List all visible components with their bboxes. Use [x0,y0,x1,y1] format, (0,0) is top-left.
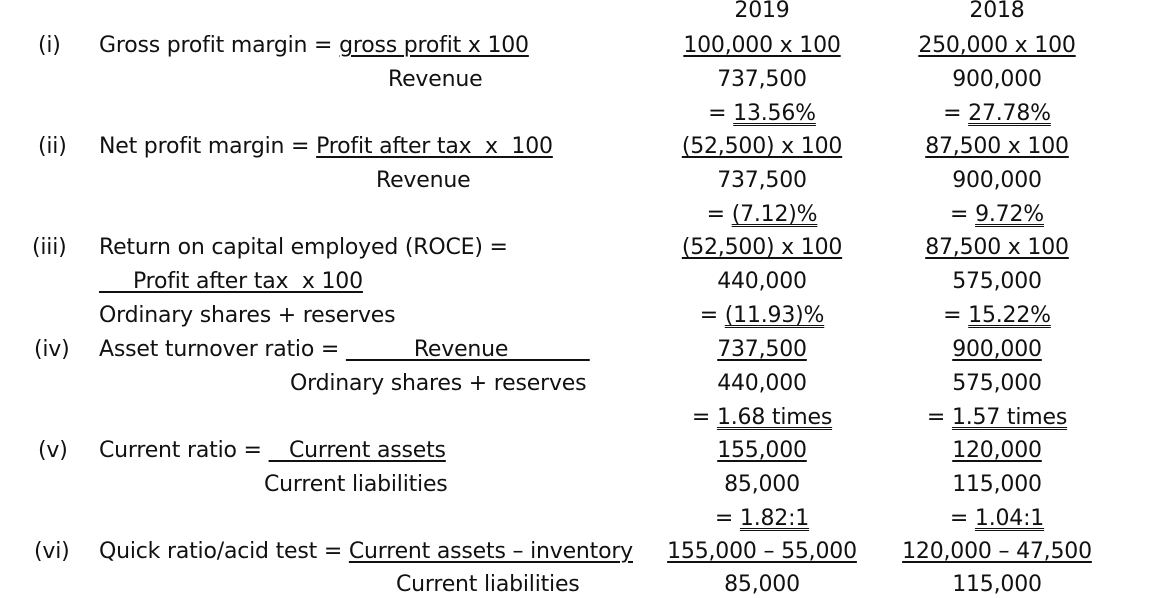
calc-2018-numerator: 87,500 x 100 [925,235,1069,260]
calc-2018-numerator: 900,000 [952,337,1042,362]
ratio-label: (i) [38,33,61,58]
ratio-label: (vi) [34,539,70,564]
calc-2019-result: = 1.82:1 [714,506,810,531]
ratio-denominator: Current liabilities [396,572,580,597]
ratio-formula: Gross profit margin = gross profit x 100 [99,33,529,58]
calc-2018-denominator: 575,000 [952,371,1042,396]
calc-2018-result: = 1.04:1 [949,506,1045,531]
calc-2018-numerator: 250,000 x 100 [918,33,1076,58]
calc-2019-result: = (7.12)% [706,202,818,227]
year-header-2018: 2018 [969,0,1025,23]
ratio-formula: Current ratio = Current assets [99,438,446,463]
calc-2019-numerator: 155,000 – 55,000 [667,539,857,564]
calc-2018-denominator: 575,000 [952,269,1042,294]
calc-2019-numerator: 100,000 x 100 [683,33,841,58]
ratio-formula: Asset turnover ratio = Revenue [99,337,590,362]
calc-2019-result: = 1.68 times [691,405,833,430]
calc-2019-denominator: 85,000 [724,572,800,597]
calc-2018-result: = 27.78% [943,101,1051,126]
calc-2018-numerator: 87,500 x 100 [925,134,1069,159]
calc-2019-denominator: 85,000 [724,472,800,497]
calc-2018-result: = 15.22% [943,303,1051,328]
calc-2018-denominator: 115,000 [952,572,1042,597]
calc-2018-denominator: 900,000 [952,168,1042,193]
ratio-label: (v) [38,438,68,463]
calc-2019-denominator: 737,500 [717,168,807,193]
calc-2019-numerator: (52,500) x 100 [681,134,843,159]
calc-2019-numerator: 737,500 [717,337,807,362]
ratio-formula: Quick ratio/acid test = Current assets – inventory [99,539,634,564]
calc-2019-denominator: 440,000 [717,269,807,294]
calc-2018-denominator: 900,000 [952,67,1042,92]
calc-2019-denominator: 440,000 [717,371,807,396]
ratio-label: (iv) [34,337,70,362]
ratio-label: (iii) [32,235,67,260]
calc-2019-denominator: 737,500 [717,67,807,92]
ratio-formula: Net profit margin = Profit after tax x 100 [99,134,553,159]
calc-2019-numerator: 155,000 [717,438,807,463]
calc-2018-result: = 1.57 times [926,405,1068,430]
ratio-label: (ii) [38,134,67,159]
calc-2018-denominator: 115,000 [952,472,1042,497]
ratio-formula: Return on capital employed (ROCE) = [99,235,508,260]
ratio-denominator: Ordinary shares + reserves [99,303,396,328]
ratio-denominator: Current liabilities [264,472,448,497]
calc-2018-result: = 9.72% [950,202,1044,227]
ratio-denominator: Revenue [376,168,471,193]
ratio-numerator: Profit after tax x 100 [99,269,363,294]
year-header-2019: 2019 [734,0,790,23]
calc-2019-result: = 13.56% [708,101,816,126]
calc-2018-numerator: 120,000 – 47,500 [902,539,1092,564]
calc-2019-result: = (11.93)% [699,303,825,328]
calc-2018-numerator: 120,000 [952,438,1042,463]
calc-2019-numerator: (52,500) x 100 [681,235,843,260]
ratio-denominator: Revenue [388,67,483,92]
ratio-denominator: Ordinary shares + reserves [290,371,587,396]
